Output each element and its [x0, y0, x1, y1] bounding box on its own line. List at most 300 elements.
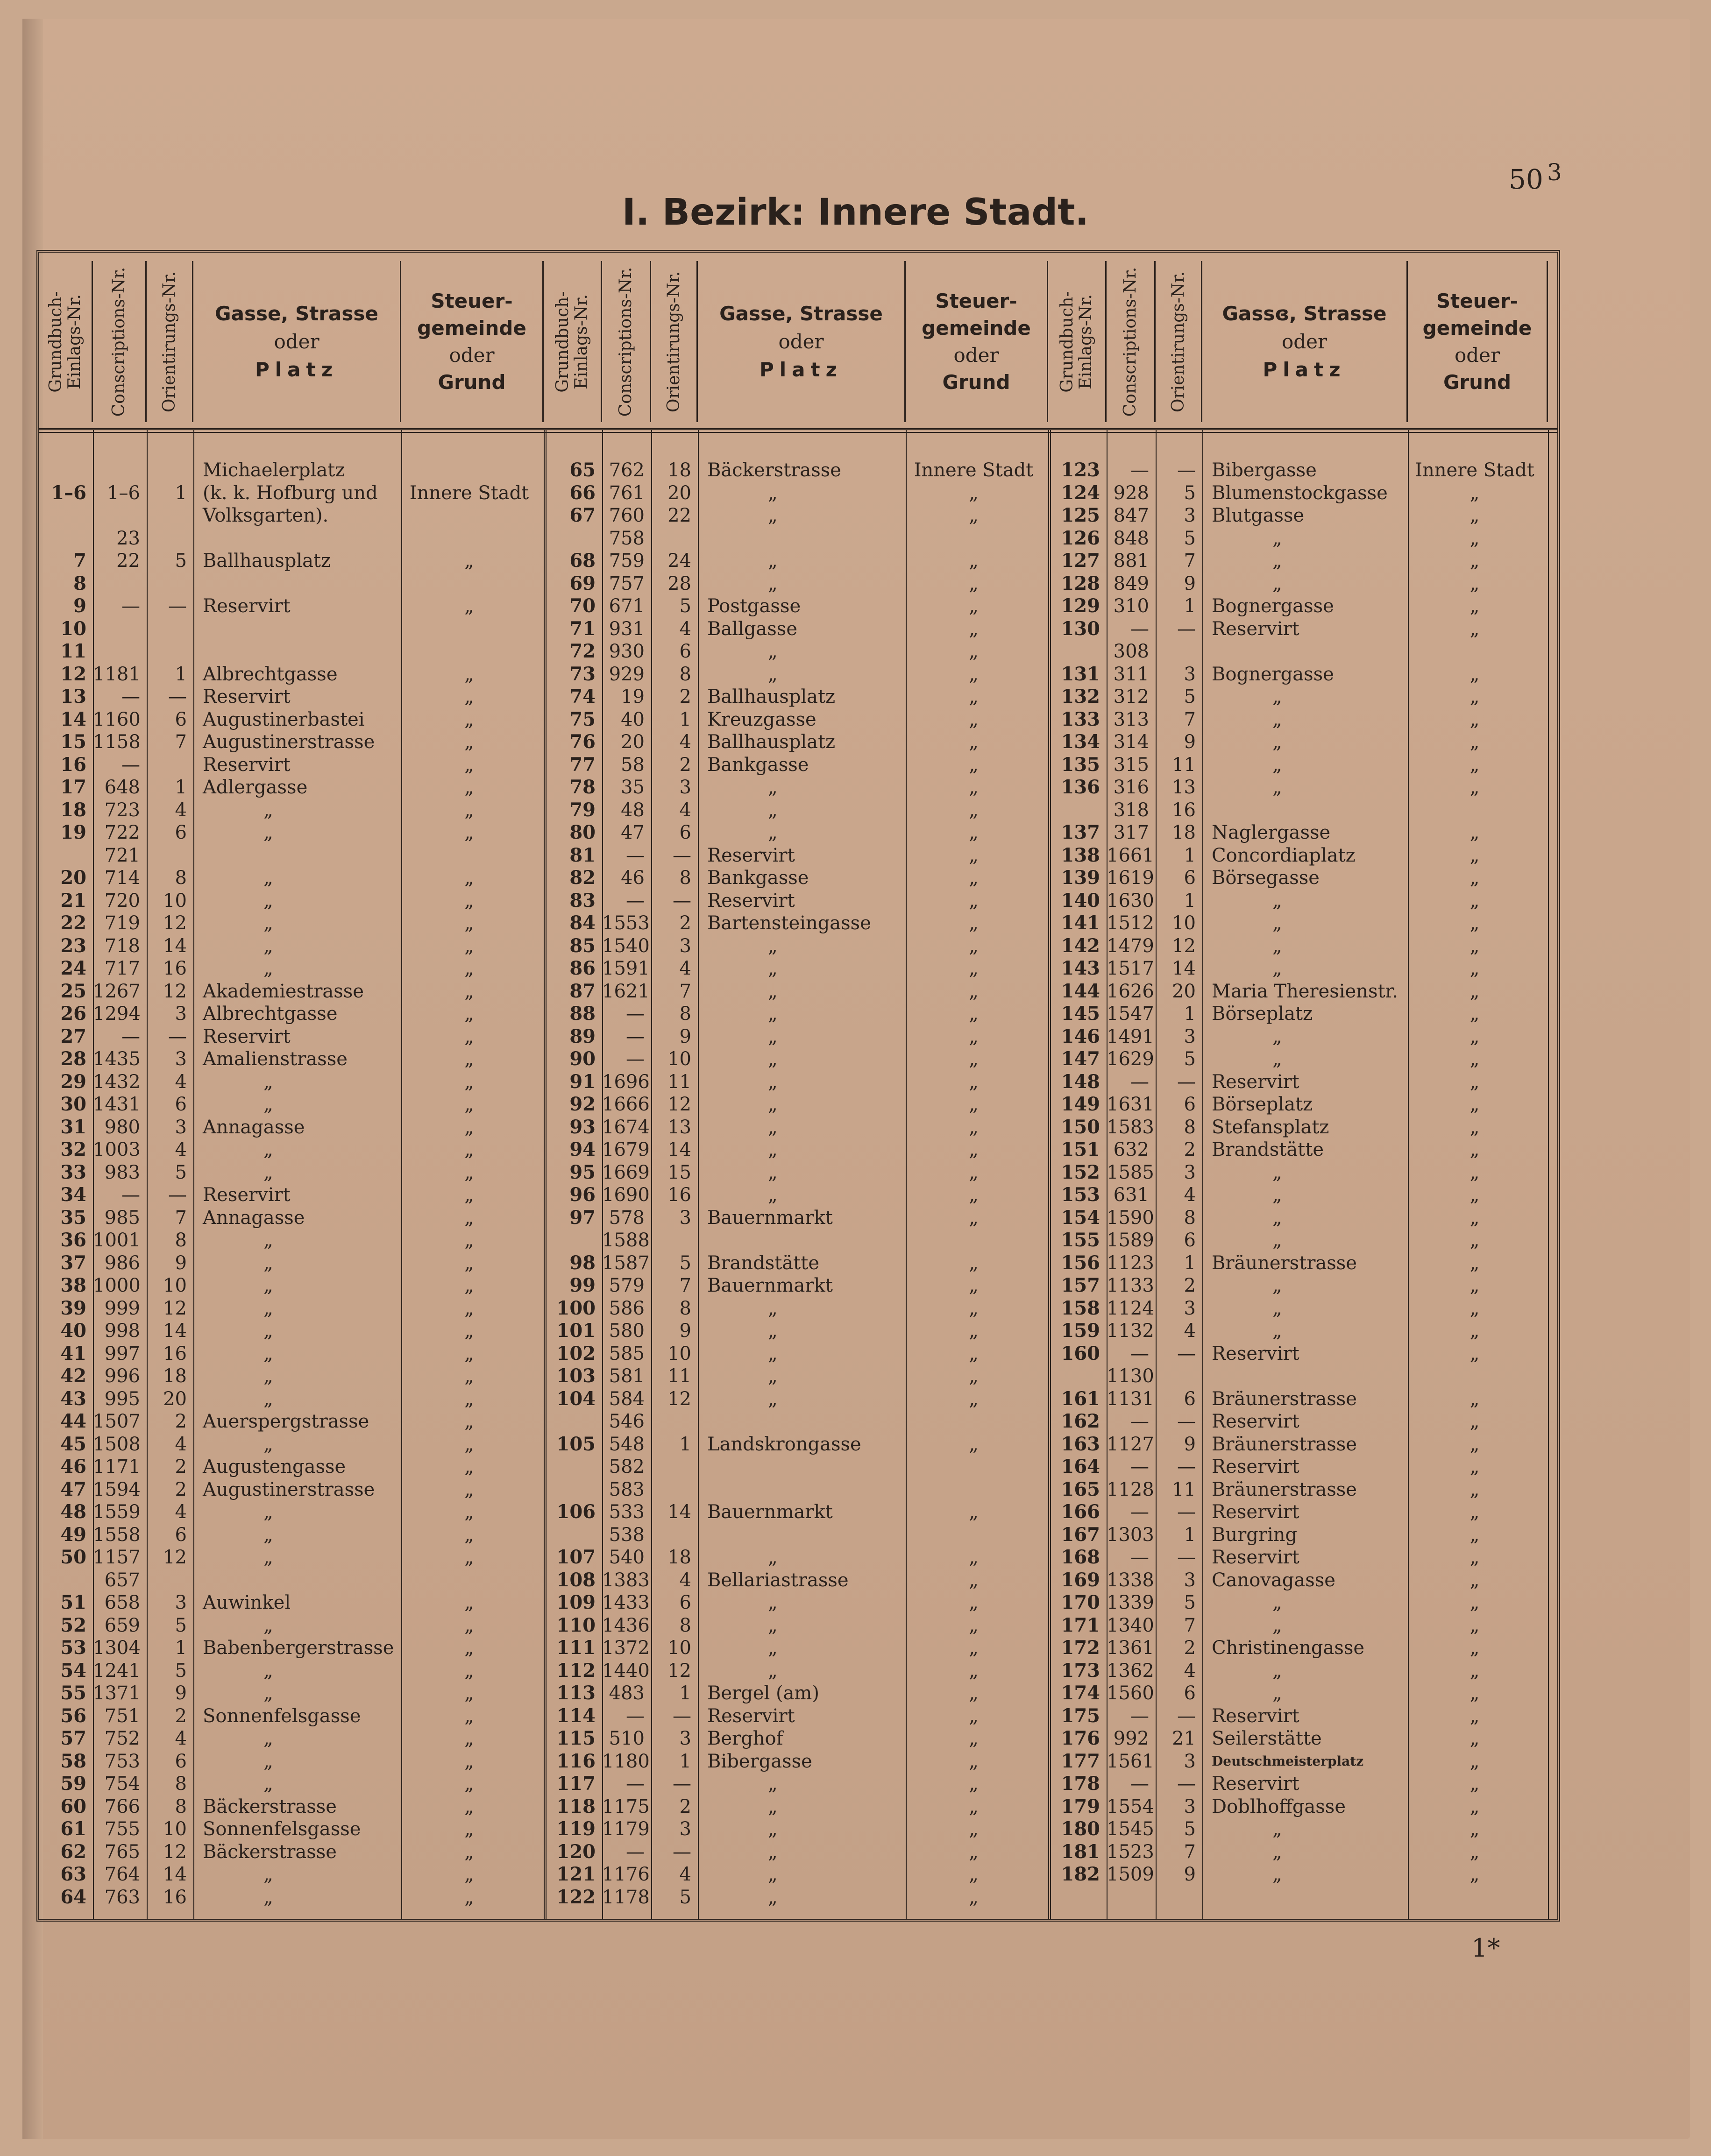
orientirungs-cell: 4	[1184, 1660, 1196, 1682]
steuer-cell: „	[1470, 1841, 1480, 1863]
conscriptions-cell: —	[121, 1184, 140, 1206]
orientirungs-cell: 4	[175, 1728, 187, 1749]
grundbuch-cell: 76	[569, 731, 596, 753]
orientirungs-cell: 6	[1184, 1094, 1196, 1115]
header-steuer-2: gemeinde	[1422, 316, 1532, 339]
street-cell: Börseplatz	[1212, 1094, 1313, 1115]
grundbuch-cell: 90	[569, 1048, 596, 1070]
grundbuch-cell: 160	[1061, 1342, 1100, 1364]
conscriptions-cell: 1435	[93, 1048, 141, 1070]
conscriptions-cell: 930	[609, 641, 645, 662]
orientirungs-cell: 4	[175, 1433, 187, 1455]
grundbuch-cell: 98	[569, 1251, 596, 1274]
orientirungs-cell: 3	[1184, 1795, 1196, 1817]
street-cell: „	[1272, 1682, 1282, 1704]
orientirungs-cell: 2	[679, 1795, 691, 1817]
street-cell: „	[768, 1388, 778, 1410]
street-cell: „	[768, 958, 778, 979]
conscriptions-cell: 1540	[602, 935, 650, 957]
orientirungs-cell: 2	[1184, 1637, 1196, 1659]
street-cell: „	[768, 1818, 778, 1840]
orientirungs-cell: —	[1177, 1456, 1196, 1477]
orientirungs-cell: 1	[1184, 890, 1196, 912]
steuer-cell: „	[969, 686, 979, 707]
orientirungs-cell: 2	[175, 1705, 187, 1727]
street-cell: „	[768, 663, 778, 685]
street-cell: „	[263, 1320, 273, 1342]
steuer-cell: „	[1470, 1478, 1480, 1500]
grundbuch-cell: 8	[73, 572, 86, 594]
street-cell: Concordiaplatz	[1212, 844, 1356, 866]
conscriptions-cell: 1338	[1107, 1569, 1154, 1591]
conscriptions-cell: 761	[609, 482, 645, 504]
conscriptions-cell: 580	[609, 1320, 645, 1342]
orientirungs-cell: 12	[163, 1547, 187, 1568]
conscriptions-cell: 847	[1113, 505, 1149, 526]
steuer-cell: „	[969, 1501, 979, 1523]
conscriptions-cell: 1432	[93, 1071, 141, 1093]
conscriptions-cell: 659	[104, 1614, 140, 1636]
steuer-cell: „	[969, 1614, 979, 1636]
orientirungs-cell: 1	[679, 1750, 691, 1772]
street-cell: Auwinkel	[203, 1592, 291, 1613]
orientirungs-cell: 10	[667, 1343, 691, 1364]
steuer-cell: „	[969, 1433, 979, 1455]
street-cell: Burgring	[1212, 1524, 1298, 1546]
grundbuch-cell: 92	[569, 1093, 596, 1115]
steuer-cell: „	[969, 1886, 979, 1908]
orientirungs-cell: 14	[667, 1501, 691, 1523]
steuer-cell: „	[969, 1116, 979, 1138]
street-cell: Augustinerstrasse	[203, 1478, 375, 1500]
steuer-cell: „	[1470, 1501, 1480, 1523]
steuer-cell: „	[464, 550, 474, 572]
orientirungs-cell: —	[168, 595, 187, 617]
steuer-cell: „	[1470, 686, 1480, 707]
orientirungs-cell: 5	[1184, 686, 1196, 707]
header-steuer-4: Grund	[942, 370, 1010, 394]
street-cell: „	[263, 1252, 273, 1274]
header-rule	[39, 428, 1557, 433]
conscriptions-cell: 1179	[602, 1818, 650, 1840]
conscriptions-cell: 1583	[1107, 1116, 1154, 1138]
street-cell: Bibergasse	[707, 1750, 812, 1772]
steuer-cell: „	[1470, 912, 1480, 934]
steuer-cell: „	[969, 1637, 979, 1659]
steuer-cell: „	[1470, 595, 1480, 617]
grundbuch-cell: 89	[569, 1025, 596, 1047]
orientirungs-cell: 24	[667, 550, 691, 572]
street-cell: „	[1272, 1841, 1282, 1863]
street-cell: Doblhoffgasse	[1212, 1795, 1346, 1817]
conscriptions-cell: 316	[1113, 777, 1149, 798]
conscriptions-cell: 483	[609, 1682, 645, 1704]
grundbuch-cell: 173	[1061, 1659, 1100, 1682]
street-cell: „	[263, 822, 273, 843]
steuer-cell: „	[1470, 1003, 1480, 1025]
conscriptions-cell: —	[1130, 1547, 1149, 1568]
steuer-cell: „	[1470, 1524, 1480, 1546]
header-conscriptions-b1	[93, 261, 147, 422]
street-cell: „	[1272, 1297, 1282, 1319]
grundbuch-cell: 70	[569, 595, 596, 617]
orientirungs-cell: 2	[679, 686, 691, 707]
street-cell: „	[1272, 1025, 1282, 1047]
header-gasse-stack	[698, 261, 904, 422]
header-grundbuch-line1: Grundbuch-	[46, 290, 65, 393]
orientirungs-cell: 28	[667, 573, 691, 594]
grundbuch-cell: 62	[60, 1840, 86, 1863]
header-gasse-top: Gassɞ, Strasse	[1222, 302, 1387, 325]
conscriptions-cell: 1512	[1107, 912, 1154, 934]
header-steuer-3: oder	[953, 343, 999, 367]
orientirungs-cell: 5	[679, 1252, 691, 1274]
conscriptions-cell: 992	[1113, 1728, 1149, 1749]
steuer-cell: „	[969, 1569, 979, 1591]
grundbuch-cell: 27	[60, 1025, 86, 1047]
street-cell: Bauernmarkt	[707, 1501, 833, 1523]
conscriptions-cell: 1131	[1107, 1388, 1154, 1410]
grundbuch-cell: 165	[1061, 1478, 1100, 1500]
conscriptions-cell: 762	[609, 459, 645, 481]
grundbuch-cell: 36	[60, 1229, 86, 1251]
grundbuch-cell: 66	[569, 481, 596, 504]
conscriptions-cell: 849	[1113, 573, 1149, 594]
conscriptions-cell: 310	[1113, 595, 1149, 617]
orientirungs-cell: 3	[1184, 663, 1196, 685]
grundbuch-cell: 174	[1061, 1682, 1100, 1704]
header-gasse-b2	[698, 261, 906, 422]
grundbuch-cell: 91	[569, 1070, 596, 1093]
street-cell: „	[1272, 777, 1282, 798]
conscriptions-cell: 1690	[602, 1184, 650, 1206]
conscriptions-cell: 1523	[1107, 1841, 1154, 1863]
conscriptions-cell: 1590	[1107, 1207, 1154, 1229]
header-grundbuch-label	[554, 291, 591, 392]
grundbuch-cell: 74	[569, 686, 596, 707]
orientirungs-cell: 9	[1184, 731, 1196, 753]
orientirungs-cell: 9	[679, 1320, 691, 1342]
street-cell: „	[1272, 1184, 1282, 1206]
steuer-cell: „	[464, 731, 474, 753]
conscriptions-cell: 657	[104, 1569, 140, 1591]
grundbuch-cell: 152	[1061, 1161, 1100, 1183]
steuer-cell: „	[1470, 822, 1480, 843]
grundbuch-cell: 119	[556, 1818, 596, 1840]
street-cell: „	[768, 641, 778, 662]
conscriptions-cell: 1371	[93, 1682, 141, 1704]
steuer-cell: „	[464, 1003, 474, 1025]
orientirungs-cell: 5	[1184, 1592, 1196, 1613]
conscriptions-cell: 1130	[1107, 1365, 1154, 1387]
conscriptions-cell: 929	[609, 663, 645, 685]
conscriptions-cell: —	[121, 595, 140, 617]
grundbuch-cell: 130	[1061, 617, 1100, 640]
grundbuch-cell: 28	[60, 1048, 86, 1070]
street-cell: Sonnenfelsgasse	[203, 1705, 361, 1727]
steuer-cell: „	[969, 867, 979, 889]
conscriptions-cell: 755	[104, 1818, 140, 1840]
orientirungs-cell: 20	[163, 1388, 187, 1410]
steuer-cell: „	[464, 958, 474, 979]
conscriptions-cell: 1558	[93, 1524, 141, 1546]
conscriptions-cell: 582	[609, 1456, 645, 1477]
steuer-cell: „	[1470, 1682, 1480, 1704]
steuer-cell: „	[464, 1433, 474, 1455]
orientirungs-cell: 9	[679, 1025, 691, 1047]
orientirungs-cell: 13	[667, 1116, 691, 1138]
orientirungs-cell: 10	[163, 1275, 187, 1296]
grundbuch-cell: 84	[569, 912, 596, 934]
street-cell: „	[1272, 890, 1282, 912]
orientirungs-cell: 16	[163, 1886, 187, 1908]
steuer-cell: „	[464, 822, 474, 843]
street-cell: Bankgasse	[707, 754, 809, 776]
orientirungs-cell: 18	[667, 1547, 691, 1568]
orientirungs-cell: 5	[175, 1614, 187, 1636]
orientirungs-cell: 1	[1184, 1252, 1196, 1274]
street-cell: „	[1272, 1161, 1282, 1183]
conscriptions-cell: —	[626, 1705, 645, 1727]
conscriptions-cell: 1491	[1107, 1025, 1154, 1047]
orientirungs-cell: 8	[1184, 1207, 1196, 1229]
conscriptions-cell: 1241	[93, 1660, 141, 1682]
steuer-cell: „	[464, 1456, 474, 1477]
conscriptions-cell: 757	[609, 573, 645, 594]
grundbuch-cell: 56	[60, 1704, 86, 1727]
steuer-cell: „	[1470, 1637, 1480, 1659]
grundbuch-cell: 116	[556, 1750, 596, 1772]
conscriptions-cell: 722	[104, 822, 140, 843]
steuer-cell: „	[1470, 1161, 1480, 1183]
grundbuch-cell: 112	[556, 1659, 596, 1682]
grundbuch-cell: 175	[1061, 1704, 1100, 1727]
orientirungs-cell: 4	[679, 731, 691, 753]
conscriptions-cell: 752	[104, 1728, 140, 1749]
steuer-cell: „	[969, 754, 979, 776]
grundbuch-cell: 117	[556, 1773, 596, 1795]
street-cell: Bauernmarkt	[707, 1275, 833, 1296]
grundbuch-cell: 29	[60, 1070, 86, 1093]
grundbuch-cell: 31	[60, 1116, 86, 1138]
orientirungs-cell: 12	[1172, 935, 1196, 957]
street-cell: „	[768, 1592, 778, 1613]
grundbuch-cell: 80	[569, 821, 596, 843]
conscriptions-cell: 1591	[602, 958, 650, 979]
header-conscriptions-label: Conscriptions-Nr.	[616, 267, 635, 417]
steuer-cell: „	[1470, 1864, 1480, 1885]
conscriptions-cell: —	[121, 754, 140, 776]
orientirungs-cell: 7	[1184, 1841, 1196, 1863]
street-cell: „	[1272, 527, 1282, 549]
conscriptions-cell: 1304	[93, 1637, 141, 1659]
orientirungs-cell: 6	[175, 1524, 187, 1546]
grundbuch-cell: 59	[60, 1773, 86, 1795]
grundbuch-cell: 24	[60, 957, 86, 979]
grundbuch-cell: 110	[556, 1614, 596, 1636]
grundbuch-cell: 150	[1061, 1116, 1100, 1138]
steuer-cell: „	[1470, 1343, 1480, 1364]
header-grundbuch-line2: Einlags-Nr.	[65, 294, 84, 389]
grundbuch-cell: 9	[73, 595, 86, 617]
street-cell: „	[1272, 1275, 1282, 1296]
orientirungs-cell: 14	[163, 1320, 187, 1342]
street-cell: „	[263, 1365, 273, 1387]
header-steuer-1: Steuer-	[1436, 289, 1519, 312]
header-steuer-stack	[401, 261, 542, 422]
signature-mark: 1*	[1471, 1933, 1500, 1963]
street-cell: Stefansplatz	[1212, 1116, 1329, 1138]
steuer-cell: „	[969, 1841, 979, 1863]
steuer-cell: „	[464, 663, 474, 685]
steuer-cell: „	[1470, 1614, 1480, 1636]
steuer-cell: „	[1470, 1207, 1480, 1229]
steuer-cell: „	[969, 550, 979, 572]
orientirungs-cell: 12	[163, 980, 187, 1002]
header-gasse-b3	[1202, 261, 1408, 422]
orientirungs-cell: 5	[175, 1161, 187, 1183]
orientirungs-cell: 8	[175, 1230, 187, 1251]
orientirungs-cell: 4	[1184, 1184, 1196, 1206]
grundbuch-cell: 106	[556, 1501, 596, 1523]
steuer-cell: „	[969, 1682, 979, 1704]
conscriptions-cell: 1585	[1107, 1161, 1154, 1183]
street-cell: Annagasse	[203, 1116, 305, 1138]
header-grundbuch-line1: Grundbuch-	[553, 290, 572, 393]
grundbuch-cell: 136	[1061, 776, 1100, 798]
steuer-cell: „	[464, 1411, 474, 1432]
steuer-cell: „	[969, 595, 979, 617]
street-cell: „	[263, 1094, 273, 1115]
orientirungs-cell: 14	[667, 1139, 691, 1160]
grundbuch-cell: 64	[60, 1886, 86, 1908]
steuer-cell: „	[464, 1682, 474, 1704]
street-cell: „	[768, 1343, 778, 1364]
street-cell: Bäckerstrasse	[203, 1841, 337, 1863]
orientirungs-cell: 6	[679, 822, 691, 843]
grundbuch-cell: 164	[1061, 1456, 1100, 1477]
grundbuch-cell: 47	[60, 1478, 86, 1500]
steuer-cell: „	[1470, 1569, 1480, 1591]
grundbuch-cell: 100	[556, 1297, 596, 1319]
grundbuch-cell: 162	[1061, 1410, 1100, 1432]
orientirungs-cell: 4	[679, 799, 691, 821]
steuer-cell: „	[969, 1025, 979, 1047]
conscriptions-cell: 1431	[93, 1094, 141, 1115]
conscriptions-cell: 648	[104, 777, 140, 798]
orientirungs-cell: 10	[163, 890, 187, 912]
steuer-cell: „	[464, 1728, 474, 1749]
grundbuch-cell: 109	[556, 1591, 596, 1613]
orientirungs-cell: 3	[679, 777, 691, 798]
grundbuch-cell: 57	[60, 1727, 86, 1749]
conscriptions-cell: 1508	[93, 1433, 141, 1455]
steuer-cell: „	[1470, 550, 1480, 572]
grundbuch-cell: 83	[569, 889, 596, 912]
conscriptions-cell: 766	[104, 1795, 140, 1817]
steuer-cell: „	[969, 1003, 979, 1025]
steuer-cell: „	[464, 1637, 474, 1659]
street-cell: „	[768, 550, 778, 572]
steuer-cell: „	[969, 618, 979, 640]
page-title: I. Bezirk: Innere Stadt.	[622, 191, 1089, 233]
steuer-cell: „	[1470, 1320, 1480, 1342]
header-orientirungs-label: Orientirungs-Nr.	[664, 271, 683, 412]
street-cell: Deutschmeisterplatz	[1212, 1753, 1364, 1769]
conscriptions-cell: —	[626, 1048, 645, 1070]
street-cell: „	[1272, 754, 1282, 776]
steuer-cell: „	[969, 1071, 979, 1093]
orientirungs-cell: 3	[1184, 505, 1196, 526]
grundbuch-cell: 96	[569, 1184, 596, 1206]
conscriptions-cell: 1587	[602, 1252, 650, 1274]
steuer-cell: „	[969, 1161, 979, 1183]
grundbuch-cell: 34	[60, 1184, 86, 1206]
grundbuch-cell: 22	[60, 912, 86, 934]
orientirungs-cell: 4	[175, 1139, 187, 1160]
conscriptions-cell: 765	[104, 1841, 140, 1863]
grundbuch-cell: 155	[1061, 1229, 1100, 1251]
orientirungs-cell: 5	[175, 550, 187, 572]
street-cell: Reservirt	[1212, 1456, 1299, 1477]
conscriptions-cell: 760	[609, 505, 645, 526]
orientirungs-cell: 13	[1172, 777, 1196, 798]
street-cell: Bankgasse	[707, 867, 809, 889]
grundbuch-cell: 153	[1061, 1184, 1100, 1206]
grundbuch-cell: 141	[1061, 912, 1100, 934]
orientirungs-cell: 3	[175, 1003, 187, 1025]
street-cell: Berghof	[707, 1728, 783, 1749]
orientirungs-cell: 9	[1184, 1864, 1196, 1885]
header-orientirungs-b2	[651, 261, 698, 422]
street-cell: Reservirt	[1212, 1547, 1299, 1568]
street-cell: Brandstätte	[707, 1252, 819, 1274]
grundbuch-cell: 15	[60, 731, 86, 753]
grundbuch-cell: 168	[1061, 1546, 1100, 1568]
orientirungs-cell: —	[673, 890, 691, 912]
street-cell: Blumenstockgasse	[1212, 482, 1388, 504]
header-orientirungs-b3	[1156, 261, 1202, 422]
grundbuch-cell: 128	[1061, 572, 1100, 594]
conscriptions-cell: 1509	[1107, 1864, 1154, 1885]
header-gasse-bottom: Platz	[759, 358, 843, 381]
orientirungs-cell: 3	[1184, 1750, 1196, 1772]
grundbuch-cell: 87	[569, 980, 596, 1002]
street-cell: Reservirt	[203, 686, 291, 707]
grundbuch-cell: 46	[60, 1456, 86, 1477]
orientirungs-cell: 16	[667, 1184, 691, 1206]
street-cell: „	[768, 1139, 778, 1160]
orientirungs-cell: 11	[1172, 1478, 1196, 1500]
orientirungs-cell: 7	[1184, 708, 1196, 730]
conscriptions-cell: —	[1130, 618, 1149, 640]
grundbuch-cell: 50	[60, 1546, 86, 1568]
grundbuch-cell: 11	[60, 640, 86, 662]
orientirungs-cell: 8	[679, 1614, 691, 1636]
conscriptions-cell: 998	[104, 1320, 140, 1342]
header-steuer-4: Grund	[1443, 370, 1512, 394]
street-cell: „	[768, 1773, 778, 1795]
grundbuch-cell: 123	[1061, 459, 1100, 481]
orientirungs-cell: 18	[667, 459, 691, 481]
orientirungs-cell: 8	[679, 1297, 691, 1319]
column-rule	[193, 430, 194, 1919]
street-cell: „	[1272, 912, 1282, 934]
steuer-cell: „	[969, 799, 979, 821]
conscriptions-cell: 1661	[1107, 844, 1154, 866]
orientirungs-cell: 4	[679, 618, 691, 640]
street-cell: Bartensteingasse	[707, 912, 871, 934]
